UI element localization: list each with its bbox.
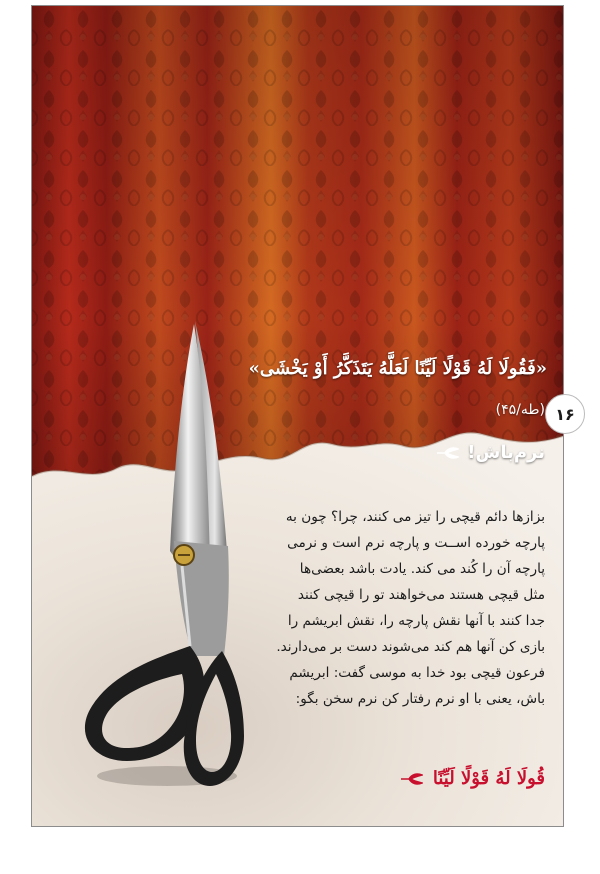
page-number-badge bbox=[545, 394, 585, 434]
quran-verse: «فَقُولَا لَهُ قَوْلًا لَيِّنًا لَعَلَّهُ يَتَذَكَّرُ أَوْ يَخْشَى» bbox=[248, 358, 547, 379]
body-line: پارچه خورده اســت و پارچه نرم است و نرمی bbox=[287, 535, 545, 551]
body-line: پارچه آن را کُند می کند. یادت باشد بعضی‌ها bbox=[299, 561, 545, 577]
verse-reference: (طه/۴۵) bbox=[495, 402, 545, 418]
body-line: فرعون قیچی بود خدا به موسی گفت: ابریشم bbox=[289, 665, 545, 681]
body-line: باش، یعنی با او نرم رفتار کن نرم سخن بگو: bbox=[295, 691, 545, 707]
body-paragraph bbox=[235, 504, 545, 712]
closing-quote bbox=[401, 768, 545, 789]
quote-text: قُولَا لَهُ قَوْلًا لَيِّنًا bbox=[432, 768, 545, 789]
section-heading bbox=[437, 442, 545, 463]
page-number: ۱۶ bbox=[555, 404, 575, 424]
body-line: جدا کنند با آنها نقش پارچه را، نقش ابریشم را bbox=[287, 613, 545, 629]
body-line: مثل قیچی هستند می‌خواهند تو را قیچی کنند bbox=[297, 587, 545, 603]
heading-text: نرم‌باش! bbox=[467, 442, 545, 463]
leaf-ornament-icon bbox=[401, 772, 423, 786]
body-line: بازی کن آنها هم کند می‌شوند دست بر می‌دارند. bbox=[276, 639, 545, 655]
leaf-ornament-icon bbox=[437, 446, 459, 460]
page-frame bbox=[31, 5, 564, 827]
body-line: بزازها دائم قیچی را تیز می کنند، چرا؟ چون به bbox=[285, 509, 545, 525]
